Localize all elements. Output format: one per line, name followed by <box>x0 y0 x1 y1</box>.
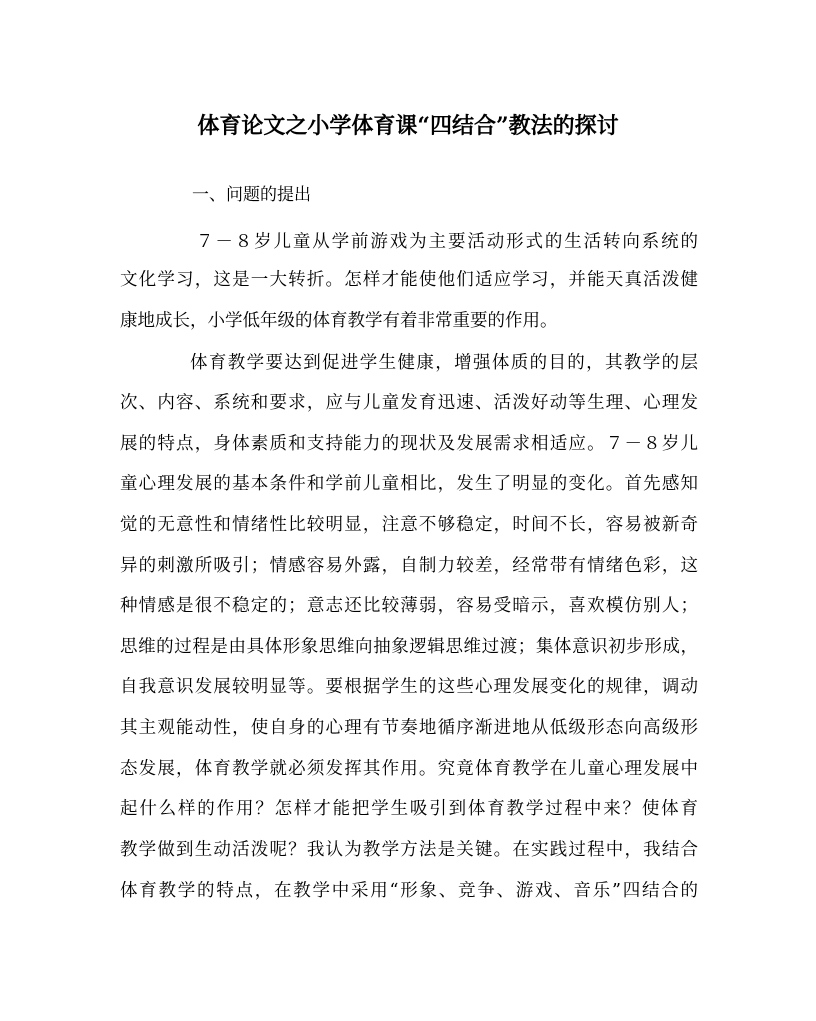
paragraph-line: ７－８岁儿童从学前游戏为主要活动形式的生活转向系统的 <box>196 232 698 252</box>
paragraph-line: 童心理发展的基本条件和学前儿童相比，发生了明显的变化。首先感知 <box>120 474 698 494</box>
paragraph-line: 思维的过程是由具体形象思维向抽象逻辑思维过渡；集体意识初步形成， <box>120 637 698 657</box>
document-title: 体育论文之小学体育课“四结合”教法的探讨 <box>197 113 619 139</box>
section-heading: 一、问题的提出 <box>192 185 311 205</box>
paragraph-line: 体育教学的特点，在教学中采用“形象、竞争、游戏、音乐”四结合的 <box>120 881 698 901</box>
paragraph-line: 其主观能动性，使自身的心理有节奏地循序渐进地从低级形态向高级形 <box>120 718 698 738</box>
paragraph-line: 文化学习，这是一大转折。怎样才能使他们适应学习，并能天真活泼健 <box>120 270 698 290</box>
paragraph-line: 康地成长，小学低年级的体育教学有着非常重要的作用。 <box>120 311 558 331</box>
paragraph-line: 觉的无意性和情绪性比较明显，注意不够稳定，时间不长，容易被新奇 <box>120 515 698 535</box>
paragraph-line: 种情感是很不稳定的；意志还比较薄弱，容易受暗示，喜欢模仿别人； <box>120 596 698 616</box>
paragraph-line: 次、内容、系统和要求，应与儿童发育迅速、活泼好动等生理、心理发 <box>120 393 698 413</box>
paragraph-line: 起什么样的作用？怎样才能把学生吸引到体育教学过程中来？使体育 <box>120 799 698 819</box>
paragraph-line: 异的刺激所吸引；情感容易外露，自制力较差，经常带有情绪色彩，这 <box>120 556 698 576</box>
paragraph-line: 教学做到生动活泼呢？我认为教学方法是关键。在实践过程中，我结合 <box>120 840 698 860</box>
paragraph-line: 体育教学要达到促进学生健康，增强体质的目的，其教学的层 <box>190 353 698 373</box>
paragraph-line: 态发展，体育教学就必须发挥其作用。究竟体育教学在儿童心理发展中 <box>120 759 698 779</box>
paragraph-line: 自我意识发展较明显等。要根据学生的这些心理发展变化的规律，调动 <box>120 677 698 697</box>
paragraph-line: 展的特点，身体素质和支持能力的现状及发展需求相适应。７－８岁儿 <box>120 434 698 454</box>
